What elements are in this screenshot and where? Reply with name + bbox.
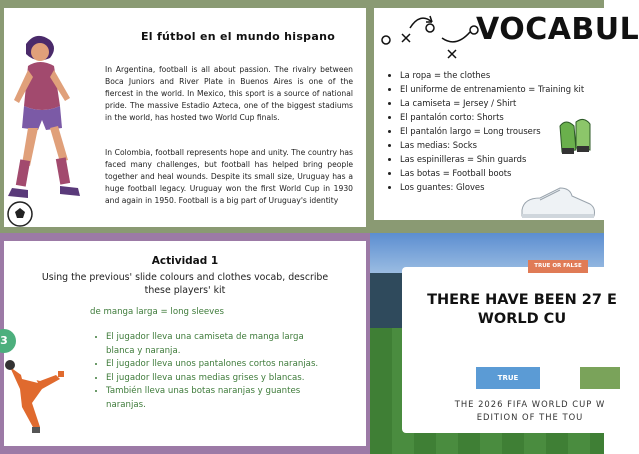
vocab-item: • Los guantes: Gloves — [400, 180, 590, 194]
tactics-doodle-icon — [380, 10, 480, 60]
question-line-1: THERE HAVE BEEN 27 E — [427, 292, 617, 308]
answer-item: • También lleva unas botas naranjas y guantes naranjas. — [106, 385, 331, 412]
question-line-2: WORLD CU — [477, 311, 567, 327]
quiz-question — [422, 291, 622, 329]
slide-title: El fútbol en el mundo hispano — [140, 30, 336, 43]
true-or-false-tag: TRUE OR FALSE — [528, 260, 588, 273]
diving-goalkeeper-illustration — [2, 357, 82, 437]
slide-actividad — [0, 233, 370, 454]
false-button[interactable] — [580, 367, 620, 389]
answer-item: • El jugador lleva una camiseta de manga larga blanca y naranja. — [106, 331, 331, 358]
vocab-item: • Las espinilleras = Shin guards — [400, 152, 590, 166]
slide-futbol — [0, 0, 370, 233]
vocab-item: • El pantalón corto: Shorts — [400, 110, 590, 124]
answer-line-1: THE 2026 FIFA WORLD CUP W — [454, 399, 606, 409]
vocab-item: • Las medias: Socks — [400, 138, 590, 152]
slide-true-or-false — [370, 233, 617, 454]
example-text: de manga larga = long sleeves — [90, 307, 225, 317]
paragraph-argentina-mexico: In Argentina, football is all about passion. The rivalry between Boca Juniors and River Plate in Buenos Aires is one of the fiercest in the world. In Mexico, this sport is a source of national pride. The massive Estadio Azteca, one of the biggest stadiums in the world, has hosted two World Cup finals. — [105, 65, 353, 122]
paragraph-colombia-uruguay: In Colombia, football represents hope and unity. The country has faced many challenges, but football has helped bring people together and heal wounds. Despite its small size, Uruguay has a huge football legacy. Uruguay won the first World Cup in 1930 and again in 1950. Football is a big part of Uruguay's identity — [105, 148, 353, 205]
slide-vocabulary — [370, 0, 639, 233]
activity-title: Actividad 1 — [151, 255, 219, 267]
female-footballer-illustration — [4, 30, 104, 230]
answer-text — [430, 398, 630, 424]
vocab-item: • El pantalón largo = Long trousers — [400, 124, 590, 138]
vocab-item: • Las botas = Football boots — [400, 166, 590, 180]
answer-item: • El jugador lleva unas medias grises y blancas. — [106, 372, 331, 386]
instruction-text: Using the previous' slide colours and clothes vocab, describe these players' kit — [41, 272, 329, 296]
answer-item: • El jugador lleva unos pantalones cortos naranjas. — [106, 358, 331, 372]
answer-line-2: EDITION OF THE TOU — [476, 412, 584, 422]
true-button[interactable]: TRUE — [476, 367, 540, 389]
answer-list — [96, 331, 331, 412]
vocab-item: • El uniforme de entrenamiento = Training kit — [400, 82, 590, 96]
number-badge: 3 — [0, 329, 16, 353]
goalkeeper-gloves-icon — [556, 116, 596, 160]
vocab-item: • La camiseta = Jersey / Shirt — [400, 96, 590, 110]
vocab-item: • La ropa = the clothes — [400, 68, 590, 82]
slide-title: VOCABUL — [476, 12, 639, 47]
football-boot-icon — [520, 186, 596, 222]
